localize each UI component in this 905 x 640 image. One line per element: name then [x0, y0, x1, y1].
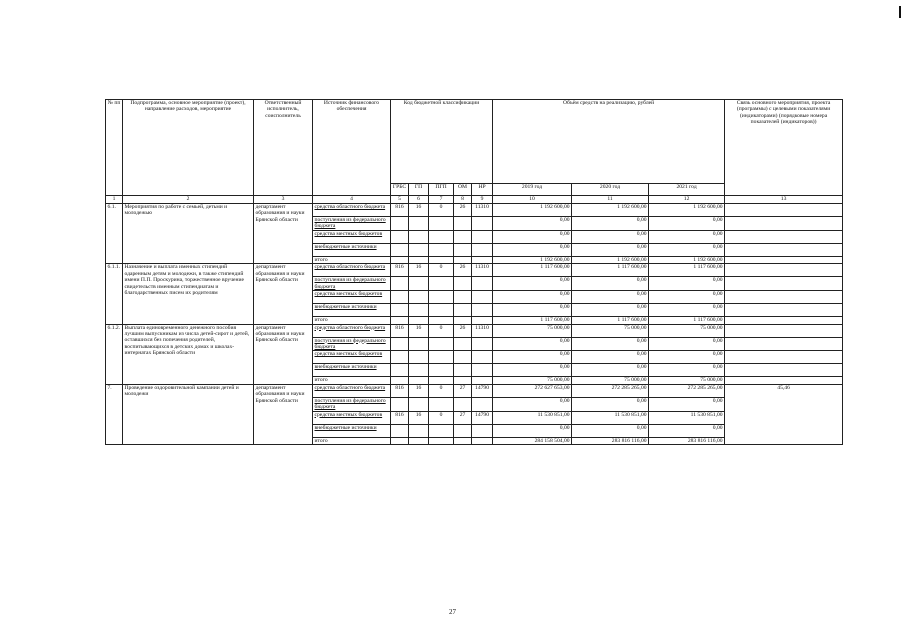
amount-v2021: 272 285 265,00: [649, 384, 725, 397]
table-row: [106, 384, 843, 397]
code-gp: 16: [409, 384, 429, 397]
row-number: 6.1.2.: [106, 324, 123, 384]
header-sub-gp: ГП: [409, 184, 429, 196]
code-pgp: [429, 337, 454, 351]
code-gp-empty: [409, 317, 429, 324]
code-om: [454, 291, 472, 304]
funding-source: [313, 243, 391, 256]
header-volume: Объём средств на реализацию, рублей: [493, 100, 725, 184]
column-number: 12: [649, 196, 725, 204]
funding-source: [313, 304, 391, 317]
amount-v2020: 0,00: [572, 337, 649, 351]
column-number: 6: [409, 196, 429, 204]
code-om: [454, 304, 472, 317]
code-gp-empty: [409, 256, 429, 263]
code-gp: [409, 217, 429, 231]
code-grbs-empty: [391, 256, 409, 263]
amount-v2021: 0,00: [649, 351, 725, 364]
code-pgp-empty: [429, 256, 454, 263]
funding-source-label: средства областного бюджета: [314, 204, 386, 210]
code-grbs: [391, 304, 409, 317]
code-om: 26: [454, 324, 472, 337]
column-number: 11: [572, 196, 649, 204]
amount-v2019: 1 117 600,00: [493, 264, 572, 277]
code-om: [454, 424, 472, 437]
amount-v2020: 0,00: [572, 424, 649, 437]
code-nr: [472, 277, 493, 291]
activity-name: Выплата единовременного денежного пособия лучшим выпускникам из числа детей-сирот и детей, оставшихся без попечения родителей, воспитывающихся в детских домах и школах-интернатах Брянской области: [123, 324, 254, 384]
code-om-empty: [454, 317, 472, 324]
code-om: [454, 230, 472, 243]
code-nr: 11310: [472, 324, 493, 337]
code-nr: [472, 424, 493, 437]
code-grbs-empty: [391, 377, 409, 384]
code-pgp-empty: [429, 317, 454, 324]
code-pgp: 0: [429, 264, 454, 277]
funding-source-label: поступления из федерального бюджета: [314, 397, 386, 411]
total-label: итого: [313, 256, 391, 263]
code-gp: 16: [409, 324, 429, 337]
code-gp: [409, 397, 429, 411]
total-v2019: 75 000,00: [493, 377, 572, 384]
code-nr-empty: [472, 437, 493, 444]
amount-v2020: 0,00: [572, 217, 649, 231]
code-grbs: 816: [391, 384, 409, 397]
code-gp: [409, 364, 429, 377]
funding-source-label: поступления из федерального бюджета: [314, 217, 386, 230]
amount-v2019: 0,00: [493, 351, 572, 364]
code-nr: [472, 351, 493, 364]
column-number: 9: [472, 196, 493, 204]
executor-name: департамент образования и науки Брянской области: [254, 204, 313, 264]
total-v2020: 1 117 600,00: [572, 317, 649, 324]
table-row: [106, 324, 843, 337]
code-gp: 16: [409, 411, 429, 424]
funding-source: [313, 337, 391, 351]
indicator-link: [725, 364, 843, 377]
code-om: [454, 397, 472, 411]
code-nr: [472, 291, 493, 304]
amount-v2021: 0,00: [649, 397, 725, 411]
amount-v2021: 0,00: [649, 364, 725, 377]
indicator-link: [725, 230, 843, 243]
funding-source-label: средства местных бюджетов: [314, 411, 383, 418]
indicator-link: [725, 324, 843, 337]
total-v2021: 75 000,00: [649, 377, 725, 384]
code-nr: [472, 243, 493, 256]
header-sub-om: ОМ: [454, 184, 472, 196]
amount-v2021: 75 000,00: [649, 324, 725, 337]
code-pgp: [429, 243, 454, 256]
code-nr: [472, 217, 493, 231]
code-pgp: [429, 364, 454, 377]
code-grbs: [391, 217, 409, 231]
code-nr-empty: [472, 317, 493, 324]
total-v2019: 284 158 504,00: [493, 437, 572, 444]
amount-v2021: 0,00: [649, 304, 725, 317]
amount-v2021: 0,00: [649, 243, 725, 256]
funding-source: [313, 204, 391, 217]
header-sub-pgp: ПГП: [429, 184, 454, 196]
total-v2020: 1 192 600,00: [572, 256, 649, 263]
funding-source-label: внебюджетные источники: [314, 364, 377, 371]
code-om: 26: [454, 264, 472, 277]
header-budget-code: Код бюджетной классификации: [391, 100, 493, 184]
code-grbs: [391, 397, 409, 411]
code-om: 27: [454, 411, 472, 424]
column-number: 5: [391, 196, 409, 204]
table-row: [106, 264, 843, 277]
header-num: № пп: [106, 100, 123, 196]
amount-v2019: 0,00: [493, 304, 572, 317]
code-nr: 14790: [472, 411, 493, 424]
amount-v2021: 1 192 600,00: [649, 204, 725, 217]
code-om: [454, 337, 472, 351]
header-sub-2021: 2021 год: [649, 184, 725, 196]
funding-source: [313, 384, 391, 397]
indicator-link: [725, 264, 843, 277]
amount-v2020: 0,00: [572, 243, 649, 256]
indicator-link: [725, 204, 843, 217]
amount-v2021: 11 530 851,00: [649, 411, 725, 424]
code-nr: 14790: [472, 384, 493, 397]
code-pgp: [429, 230, 454, 243]
funding-source-label: внебюджетные источники: [314, 424, 377, 431]
table-body: [106, 204, 843, 445]
header-sub-2019: 2019 год: [493, 184, 572, 196]
column-number: 7: [429, 196, 454, 204]
code-pgp: [429, 277, 454, 291]
funding-source-label: средства областного бюджета: [314, 264, 386, 271]
indicator-link: [725, 337, 843, 351]
funding-source: [313, 351, 391, 364]
code-om: [454, 364, 472, 377]
header-program: Подпрограмма, основное мероприятие (проект), направление расходов, мероприятие: [123, 100, 254, 196]
header-sub-grbs: ГРБС: [391, 184, 409, 196]
column-number: 3: [254, 196, 313, 204]
amount-v2019: 1 192 600,00: [493, 204, 572, 217]
column-number: 2: [123, 196, 254, 204]
amount-v2019: 75 000,00: [493, 324, 572, 337]
code-pgp: [429, 304, 454, 317]
amount-v2020: 1 117 600,00: [572, 264, 649, 277]
code-pgp-empty: [429, 437, 454, 444]
funding-source: [313, 230, 391, 243]
funding-source: [313, 364, 391, 377]
total-v2019: 1 192 600,00: [493, 256, 572, 263]
code-grbs-empty: [391, 317, 409, 324]
funding-source: [313, 411, 391, 424]
code-gp: [409, 337, 429, 351]
amount-v2020: 0,00: [572, 364, 649, 377]
code-om-empty: [454, 256, 472, 263]
row-number: 6.1.1.: [106, 264, 123, 324]
amount-v2020: 0,00: [572, 291, 649, 304]
amount-v2019: 0,00: [493, 364, 572, 377]
code-om: [454, 217, 472, 231]
code-pgp: [429, 351, 454, 364]
code-gp: [409, 243, 429, 256]
indicator-link: [725, 256, 843, 263]
indicator-link: [725, 277, 843, 291]
amount-v2019: 0,00: [493, 243, 572, 256]
code-grbs: [391, 364, 409, 377]
funding-source: [313, 324, 391, 337]
code-om: [454, 243, 472, 256]
code-grbs: [391, 243, 409, 256]
funding-source-label: поступления из федерального бюджета: [314, 337, 386, 350]
code-grbs: [391, 291, 409, 304]
total-label: итого: [313, 437, 391, 444]
indicator-link: [725, 317, 843, 324]
code-om: [454, 277, 472, 291]
total-v2020: 283 816 116,00: [572, 437, 649, 444]
amount-v2020: 11 530 851,00: [572, 411, 649, 424]
column-number-row: [106, 196, 843, 204]
indicator-link: [725, 304, 843, 317]
total-label: итого: [313, 377, 391, 384]
activity-name: Мероприятия по работе с семьей, детьми и молодежью: [123, 204, 254, 264]
amount-v2021: 0,00: [649, 291, 725, 304]
indicator-link: 45,46: [725, 384, 843, 444]
amount-v2020: 0,00: [572, 230, 649, 243]
indicator-link: [725, 243, 843, 256]
budget-table: [105, 99, 843, 445]
page-number: 27: [449, 608, 456, 616]
column-number: 13: [725, 196, 843, 204]
funding-source-label: поступления из федерального бюджета: [314, 277, 386, 290]
amount-v2020: 1 192 600,00: [572, 204, 649, 217]
activity-name: Назначение и выплата именных стипендий одаренным детям и молодежи, в также стипендий имени П.П. Проскурина, торжественное вручение свидетельств именным стипендиатам и благодарственных писем их родителям: [123, 264, 254, 324]
code-nr: [472, 337, 493, 351]
header-sub-2020: 2020 год: [572, 184, 649, 196]
row-number: 6.1.: [106, 204, 123, 264]
indicator-link: [725, 351, 843, 364]
column-number: 1: [106, 196, 123, 204]
funding-source-label: средства областного бюджета: [314, 384, 386, 391]
total-v2021: 1 117 600,00: [649, 317, 725, 324]
funding-source-label: внебюджетные источники: [314, 243, 377, 250]
funding-source: [313, 424, 391, 437]
column-number: 8: [454, 196, 472, 204]
funding-source: [313, 264, 391, 277]
amount-v2020: 0,00: [572, 351, 649, 364]
amount-v2020: 0,00: [572, 304, 649, 317]
total-v2021: 1 192 600,00: [649, 256, 725, 263]
code-om: 26: [454, 204, 472, 217]
header-sub-nr: НР: [472, 184, 493, 196]
code-gp: [409, 351, 429, 364]
code-grbs: 816: [391, 264, 409, 277]
code-gp: [409, 291, 429, 304]
code-nr-empty: [472, 377, 493, 384]
code-grbs: [391, 337, 409, 351]
code-gp: [409, 230, 429, 243]
amount-v2020: 0,00: [572, 397, 649, 411]
column-number: 4: [313, 196, 391, 204]
code-nr: 11310: [472, 204, 493, 217]
executor-name: департамент образования и науки Брянской области: [254, 324, 313, 384]
header-source: Источник финансового обеспечения: [313, 100, 391, 196]
amount-v2019: 0,00: [493, 337, 572, 351]
amount-v2021: 1 117 600,00: [649, 264, 725, 277]
activity-name: Проведение оздоровительной кампании детей и молодежи: [123, 384, 254, 444]
code-nr: [472, 397, 493, 411]
code-grbs: 816: [391, 204, 409, 217]
funding-source-label: средства местных бюджетов: [314, 351, 383, 358]
code-gp: [409, 304, 429, 317]
code-pgp: 0: [429, 204, 454, 217]
code-grbs: [391, 230, 409, 243]
code-nr-empty: [472, 256, 493, 263]
amount-v2020: 0,00: [572, 277, 649, 291]
indicator-link: [725, 217, 843, 231]
code-gp-empty: [409, 437, 429, 444]
amount-v2020: 272 285 265,00: [572, 384, 649, 397]
funding-source-label: средства местных бюджетов: [314, 230, 383, 237]
code-grbs: [391, 351, 409, 364]
amount-v2019: 0,00: [493, 217, 572, 231]
code-pgp: 0: [429, 411, 454, 424]
executor-name: департамент образования и науки Брянской области: [254, 384, 313, 444]
code-nr: [472, 230, 493, 243]
code-gp: 16: [409, 264, 429, 277]
code-gp: 16: [409, 204, 429, 217]
row-number: 7.: [106, 384, 123, 444]
code-nr: [472, 304, 493, 317]
indicator-link: [725, 291, 843, 304]
code-gp-empty: [409, 377, 429, 384]
funding-source: [313, 397, 391, 411]
funding-source-label: средства областного бюджета: [314, 324, 386, 331]
code-grbs: [391, 277, 409, 291]
code-grbs: [391, 424, 409, 437]
total-v2020: 75 000,00: [572, 377, 649, 384]
code-gp: [409, 277, 429, 291]
amount-v2021: 0,00: [649, 217, 725, 231]
code-grbs: 816: [391, 324, 409, 337]
code-om: [454, 351, 472, 364]
code-grbs-empty: [391, 437, 409, 444]
amount-v2021: 0,00: [649, 424, 725, 437]
total-label: итого: [313, 317, 391, 324]
amount-v2019: 11 530 851,00: [493, 411, 572, 424]
scan-edge-mark: [899, 6, 901, 18]
indicator-link: [725, 377, 843, 384]
amount-v2019: 0,00: [493, 277, 572, 291]
funding-source-label: внебюджетные источники: [314, 304, 377, 311]
code-nr: [472, 364, 493, 377]
code-pgp: [429, 424, 454, 437]
header-executor: Ответственный исполнитель, соисполнитель: [254, 100, 313, 196]
amount-v2019: 0,00: [493, 424, 572, 437]
funding-source: [313, 291, 391, 304]
total-v2019: 1 117 600,00: [493, 317, 572, 324]
code-om-empty: [454, 377, 472, 384]
funding-source-label: средства местных бюджетов: [314, 291, 383, 298]
table-row: [106, 204, 843, 217]
code-pgp: [429, 291, 454, 304]
code-nr: 11310: [472, 264, 493, 277]
header-link: Связь основного мероприятия, проекта (программы) с целевыми показателями (индикаторами) (порядковые номера показателей (индикаторов)): [725, 100, 843, 196]
amount-v2019: 0,00: [493, 397, 572, 411]
funding-source: [313, 277, 391, 291]
funding-source: [313, 217, 391, 231]
code-om: 27: [454, 384, 472, 397]
code-pgp: 0: [429, 324, 454, 337]
total-v2021: 283 816 116,00: [649, 437, 725, 444]
amount-v2019: 0,00: [493, 291, 572, 304]
column-number: 10: [493, 196, 572, 204]
amount-v2021: 0,00: [649, 277, 725, 291]
code-pgp: 0: [429, 384, 454, 397]
code-pgp: [429, 397, 454, 411]
amount-v2019: 0,00: [493, 230, 572, 243]
code-grbs: 816: [391, 411, 409, 424]
amount-v2021: 0,00: [649, 230, 725, 243]
code-pgp: [429, 217, 454, 231]
amount-v2021: 0,00: [649, 337, 725, 351]
code-om-empty: [454, 437, 472, 444]
executor-name: департамент образования и науки Брянской области: [254, 264, 313, 324]
code-gp: [409, 424, 429, 437]
code-pgp-empty: [429, 377, 454, 384]
amount-v2019: 272 627 653,00: [493, 384, 572, 397]
amount-v2020: 75 000,00: [572, 324, 649, 337]
